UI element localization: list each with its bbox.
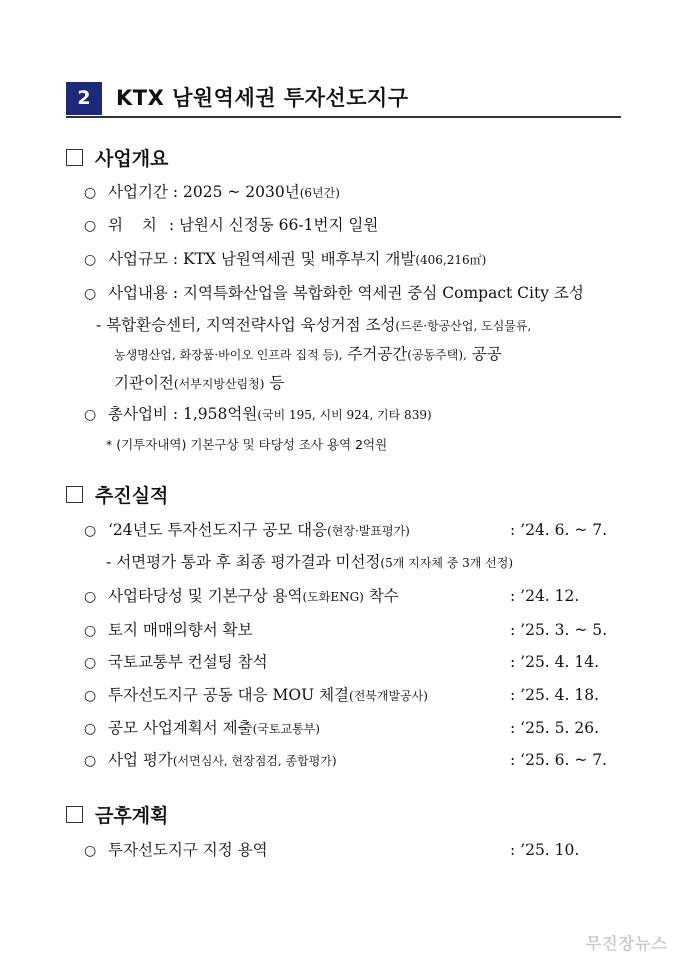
- overview-cost: ○ 총사업비 : 1,958억원(국비 195, 시비 924, 기타 839): [84, 402, 432, 427]
- circle-bullet-icon: ○: [84, 286, 97, 302]
- progress-item: ○ ‘24년도 투자선도지구 공모 대응(현장·발표평가): [84, 518, 410, 543]
- circle-bullet-icon: ○: [84, 655, 97, 671]
- document-title: KTX 남원역세권 투자선도지구: [116, 86, 409, 110]
- section-title: 금후계획: [95, 805, 169, 827]
- circle-bullet-icon: ○: [84, 688, 97, 704]
- section-heading-progress: [66, 483, 168, 509]
- overview-scale: ○ 사업규모 : KTX 남원역세권 및 배후부지 개발(406,216㎡): [84, 247, 486, 272]
- overview-note: * (기투자내역) 기본구상 및 타당성 조사 용역 2억원: [106, 437, 388, 452]
- section-title: 사업개요: [95, 148, 169, 170]
- circle-bullet-icon: ○: [84, 218, 97, 234]
- progress-item: ○ 공모 사업계획서 제출(국토교통부): [84, 716, 320, 741]
- overview-location: ○ 위 치 : 남원시 신정동 66-1번지 일원: [84, 213, 378, 238]
- overview-sub-line-1: - 복합환승센터, 지역전략사업 육성거점 조성(드론·항공산업, 도심물류,: [96, 316, 532, 334]
- progress-date: : ’25. 3. ~ 5.: [510, 621, 608, 639]
- checkbox-square-icon: [66, 486, 83, 503]
- overview-sub-line-3: 기관이전(서부지방산림청) 등: [114, 374, 285, 392]
- circle-bullet-icon: ○: [84, 843, 97, 859]
- progress-date: : ’24. 6. ~ 7.: [510, 521, 608, 539]
- checkbox-square-icon: [66, 149, 83, 166]
- progress-date: : ’25. 4. 18.: [510, 686, 600, 704]
- circle-bullet-icon: ○: [84, 753, 97, 769]
- overview-period: ○ 사업기간 : 2025 ~ 2030년(6년간): [84, 180, 340, 205]
- plan-item: ○ 투자선도지구 지정 용역: [84, 838, 268, 863]
- section-title: 추진실적: [95, 485, 169, 507]
- progress-sub-item: - 서면평가 통과 후 최종 평가결과 미선정(5개 지자체 중 3개 선정): [106, 553, 514, 571]
- document-header: [66, 82, 621, 116]
- progress-item: ○ 국토교통부 컨설팅 참석: [84, 650, 268, 675]
- progress-date: : ’25. 4. 14.: [510, 653, 600, 671]
- progress-date: : ‘25. 5. 26.: [510, 719, 600, 737]
- progress-date: : ‘25. 6. ~ 7.: [510, 751, 608, 769]
- overview-sub-line-2: 농생명산업, 화장품·바이오 인프라 집적 등), 주거공간(공동주택), 공공: [114, 345, 502, 363]
- progress-item: ○ 투자선도지구 공동 대응 MOU 체결(전북개발공사): [84, 683, 428, 708]
- circle-bullet-icon: ○: [84, 589, 97, 605]
- plan-date: : ’25. 10.: [510, 841, 580, 859]
- title-underline: [66, 116, 621, 118]
- circle-bullet-icon: ○: [84, 721, 97, 737]
- progress-item: ○ 사업타당성 및 기본구상 용역(도화ENG) 착수: [84, 584, 399, 609]
- circle-bullet-icon: ○: [84, 623, 97, 639]
- circle-bullet-icon: ○: [84, 407, 97, 423]
- circle-bullet-icon: ○: [84, 185, 97, 201]
- circle-bullet-icon: ○: [84, 252, 97, 268]
- overview-content: ○ 사업내용 : 지역특화산업을 복합화한 역세권 중심 Compact City 조성: [84, 281, 584, 306]
- progress-item: ○ 토지 매매의향서 확보: [84, 618, 253, 643]
- section-heading-plan: [66, 803, 168, 829]
- section-number-badge: 2: [66, 82, 102, 115]
- progress-date: : ’24. 12.: [510, 587, 580, 605]
- watermark-logo: 무진장뉴스: [585, 934, 668, 953]
- checkbox-square-icon: [66, 806, 83, 823]
- progress-item: ○ 사업 평가(서면심사, 현장점검, 종합평가): [84, 748, 337, 773]
- section-heading-overview: [66, 146, 168, 172]
- circle-bullet-icon: ○: [84, 523, 97, 539]
